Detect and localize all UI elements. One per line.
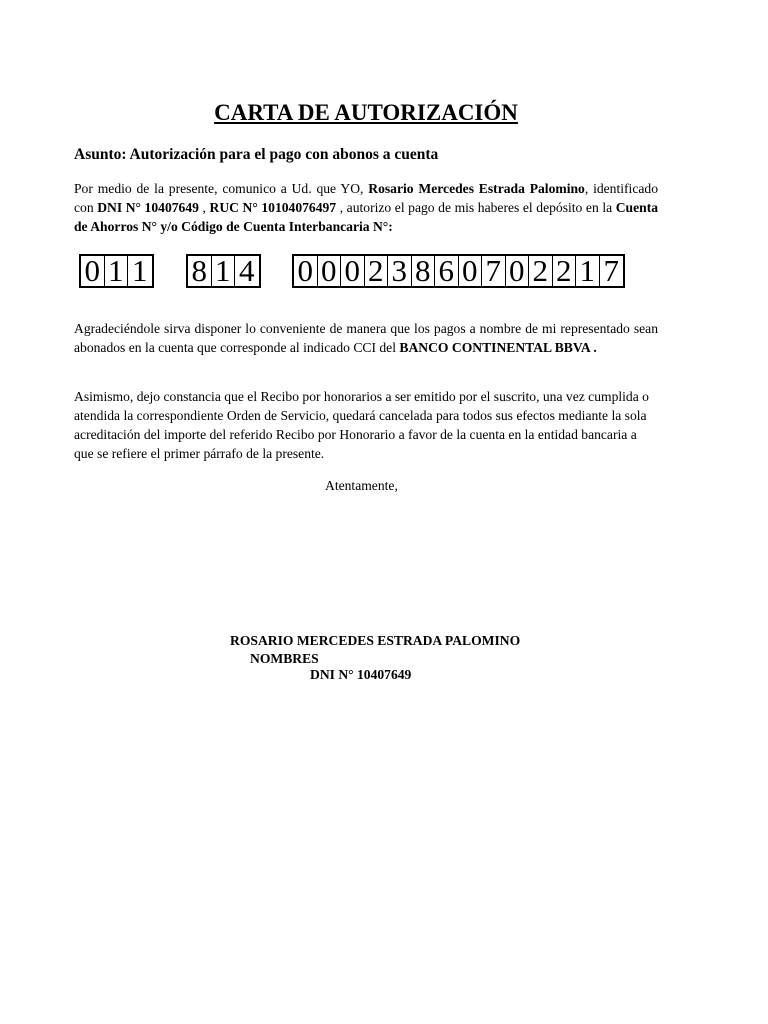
intro-text-2: , identificado con xyxy=(74,181,658,215)
account-digit: 2 xyxy=(365,256,389,286)
account-digit: 0 xyxy=(81,256,105,286)
signature-label: NOMBRES xyxy=(250,651,319,666)
account-digit: 0 xyxy=(341,256,365,286)
intro-text-1: Por medio de la presente, comunico a Ud. que YO, xyxy=(74,181,369,196)
account-digit: 1 xyxy=(576,256,600,286)
authorizer-name: Rosario Mercedes Estrada Palomino xyxy=(368,181,585,196)
account-digit: 1 xyxy=(132,253,148,288)
account-digits-group-3 xyxy=(292,254,625,288)
account-digit: 0 xyxy=(506,256,530,286)
account-digit: 2 xyxy=(529,256,553,286)
account-digit: 4 xyxy=(239,253,255,288)
account-digit: 1 xyxy=(105,256,129,286)
intro-text-4: , autorizo el pago de mis haberes el depósito en la xyxy=(336,200,616,215)
bank-name: BANCO CONTINENTAL BBVA . xyxy=(399,340,597,355)
account-type-label: Cuenta de Ahorros N° y/o Código de Cuenta Interbancaria N°: xyxy=(74,200,659,234)
letter-title: CARTA DE AUTORIZACIÓN xyxy=(214,100,518,125)
intro-paragraph xyxy=(74,179,658,236)
letter-subject: Asunto: Autorización para el pago con abonos a cuenta xyxy=(74,146,439,163)
account-digit: 8 xyxy=(412,256,436,286)
account-digit: 0 xyxy=(318,256,342,286)
account-digit: 6 xyxy=(435,256,459,286)
account-digit: 0 xyxy=(294,256,318,286)
bank-paragraph xyxy=(74,319,658,357)
bank-paragraph-text: Agradeciéndole sirva disponer lo conveniente de manera que los pagos a nombre de mi representado sean abonados en la cuenta que corresponde al indicado CCI del xyxy=(74,321,658,355)
authorizer-dni: DNI N° 10407649 xyxy=(97,200,199,215)
account-digit: 3 xyxy=(388,256,412,286)
account-digits-group-2 xyxy=(186,254,261,288)
intro-text-3: , xyxy=(198,200,210,215)
account-digit: 1 xyxy=(212,256,236,286)
account-digit: 8 xyxy=(188,256,212,286)
closing-salutation: Atentamente, xyxy=(325,478,398,493)
signature-name: ROSARIO MERCEDES ESTRADA PALOMINO xyxy=(230,633,521,648)
account-digit: 7 xyxy=(482,256,506,286)
account-digit: 0 xyxy=(459,256,483,286)
account-digits-group-1 xyxy=(79,254,154,288)
signature-dni: DNI N° 10407649 xyxy=(310,667,412,682)
account-digit: 2 xyxy=(553,256,577,286)
authorizer-ruc: RUC N° 10104076497 xyxy=(209,200,337,215)
account-digit: 7 xyxy=(603,253,619,288)
receipt-paragraph: Asimismo, dejo constancia que el Recibo por honorarios a ser emitido por el suscrito, una vez cumplida o atendida la correspondiente Orden de Servicio, quedará cancelada para todos sus efectos mediante la sola acreditación del importe del referido Recibo por Honorario a favor de la cuenta en la entidad bancaria a que se refiere el primer párrafo de la presente. xyxy=(74,389,649,461)
